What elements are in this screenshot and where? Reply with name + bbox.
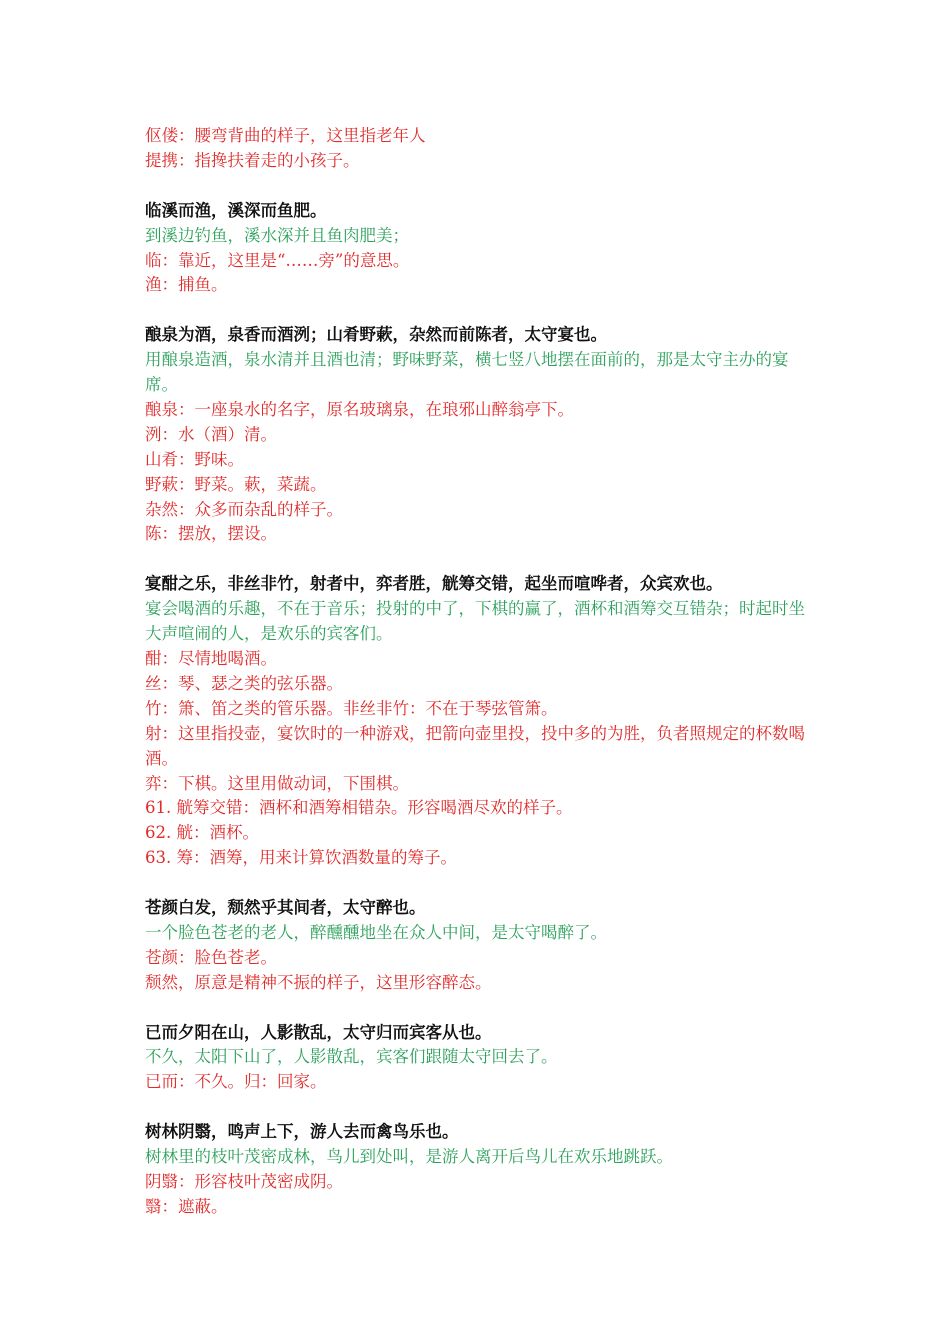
paragraph-gap [145,298,815,323]
annotation-line: 颓然，原意是精神不振的样子，这里形容醉态。 [145,972,492,992]
annotation-line: 丝：琴、瑟之类的弦乐器。 [145,673,343,693]
annotation-line: 野蔌：野菜。蔌，菜蔬。 [145,474,327,494]
annotation-line: 阴翳：形容枝叶茂密成阴。 [145,1171,343,1191]
translation-line: 到溪边钓鱼，溪水深并且鱼肉肥美； [145,225,409,245]
annotation-line: 渔：捕鱼。 [145,275,228,295]
original-text-line: 临溪而渔，溪深而鱼肥。 [145,200,327,220]
annotation-line: 提携：指搀扶着走的小孩子。 [145,150,360,170]
annotation-line: 临：靠近，这里是“……旁”的意思。 [145,250,410,270]
original-text-line: 宴酣之乐，非丝非竹，射者中，弈者胜，觥筹交错，起坐而喧哗者，众宾欢也。 [145,574,723,594]
original-text-line: 树林阴翳，鸣声上下，游人去而禽鸟乐也。 [145,1122,459,1142]
original-text-line: 已而夕阳在山，人影散乱，太守归而宾客从也。 [145,1022,492,1042]
translation-line: 用酿泉造酒，泉水清并且酒也清；野味野菜，横七竖八地摆在面前的，那是太守主办的宴席。 [145,350,789,395]
paragraph-gap [145,996,815,1021]
translation-line: 宴会喝酒的乐趣，不在于音乐；投射的中了，下棋的赢了，酒杯和酒筹交互错杂；时起时坐大声喧闹的人，是欢乐的宾客们。 [145,599,805,644]
annotation-line: 苍颜：脸色苍老。 [145,947,277,967]
annotation-line: 酿泉：一座泉水的名字，原名玻璃泉，在琅邪山醉翁亭下。 [145,399,574,419]
annotation-line: 63. 筹：酒筹，用来计算饮酒数量的筹子。 [145,848,457,868]
annotation-line: 竹：箫、笛之类的管乐器。非丝非竹：不在于琴弦管箫。 [145,698,558,718]
passage-block [145,1021,815,1096]
original-text-line: 酿泉为酒，泉香而酒洌；山肴野蔌，杂然而前陈者，太守宴也。 [145,325,607,345]
annotation-line: 弈：下棋。这里用做动词，下围棋。 [145,773,409,793]
passage-block [145,1120,815,1220]
passage-block [145,896,815,996]
annotation-line: 陈：摆放，摆设。 [145,524,277,544]
translation-line: 树林里的枝叶茂密成林，鸟儿到处叫，是游人离开后鸟儿在欢乐地跳跃。 [145,1147,673,1167]
annotation-line: 洌：水（酒）清。 [145,424,277,444]
passage-block [145,323,815,547]
annotation-line: 翳：遮蔽。 [145,1196,228,1216]
annotation-line: 已而：不久。归：回家。 [145,1072,327,1092]
passage-block [145,199,815,299]
annotation-line: 61. 觥筹交错：酒杯和酒筹相错杂。形容喝酒尽欢的样子。 [145,798,573,818]
original-text-line: 苍颜白发，颓然乎其间者，太守醉也。 [145,898,426,918]
translation-line: 不久，太阳下山了，人影散乱，宾客们跟随太守回去了。 [145,1047,558,1067]
annotation-line: 杂然：众多而杂乱的样子。 [145,499,343,519]
annotation-line: 酣：尽情地喝酒。 [145,648,277,668]
annotation-line: 射：这里指投壶，宴饮时的一种游戏，把箭向壶里投，投中多的为胜，负者照规定的杯数喝酒。 [145,723,805,768]
paragraph-gap [145,871,815,896]
document-body [145,124,815,1220]
translation-line: 一个脸色苍老的老人，醉醺醺地坐在众人中间，是太守喝醉了。 [145,922,607,942]
passage-block [145,124,815,174]
passage-block [145,572,815,871]
paragraph-gap [145,174,815,199]
annotation-line: 62. 觥：酒杯。 [145,823,259,843]
annotation-line: 伛偻：腰弯背曲的样子，这里指老年人 [145,126,426,145]
paragraph-gap [145,547,815,572]
annotation-line: 山肴：野味。 [145,449,244,469]
paragraph-gap [145,1095,815,1120]
